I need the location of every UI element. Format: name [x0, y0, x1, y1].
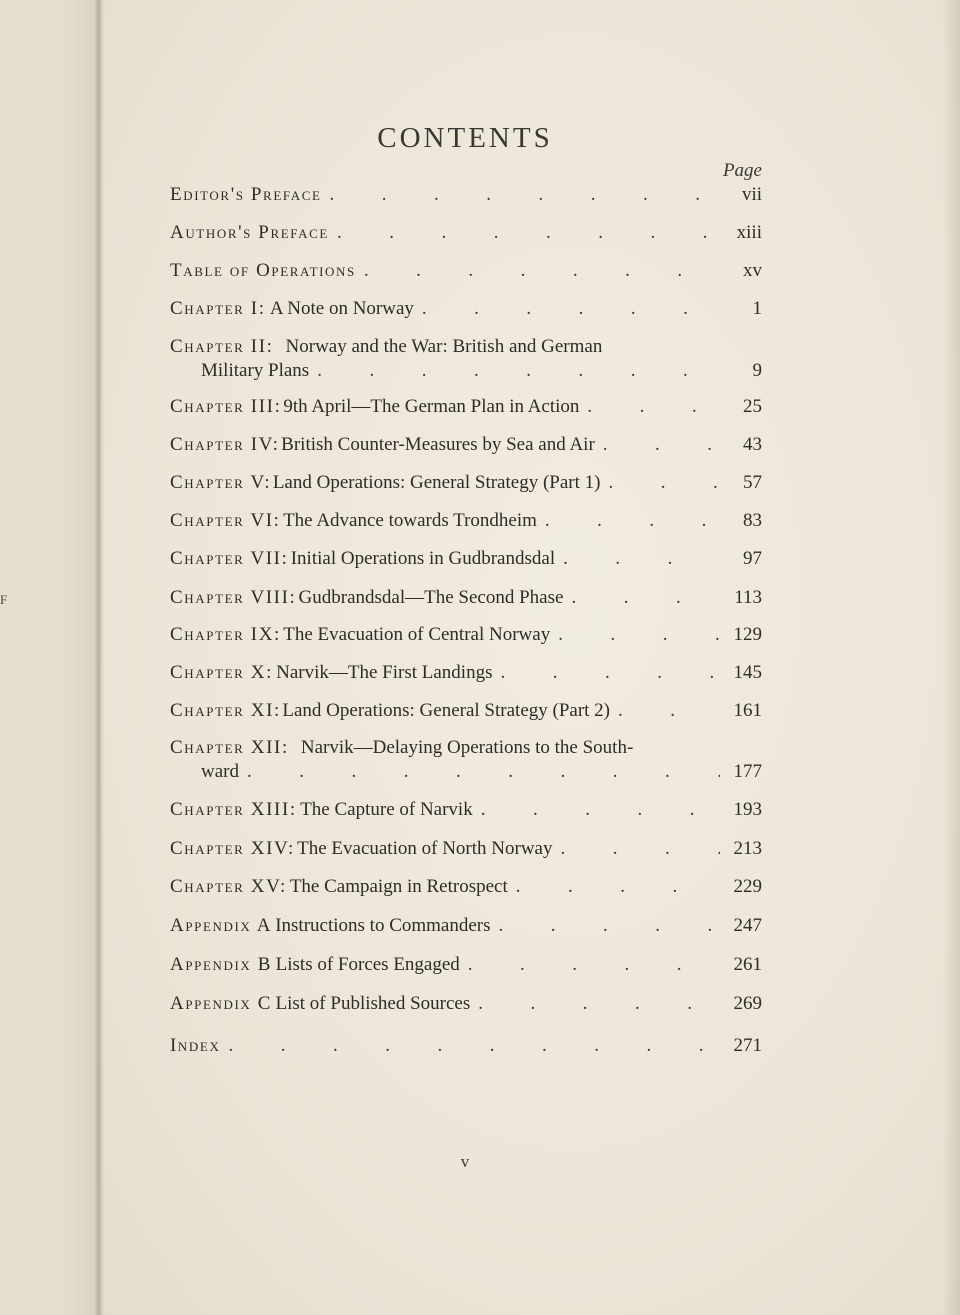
toc-entry-title: A Note on Norway	[269, 298, 414, 319]
toc-entry-label: Appendix B	[170, 954, 273, 975]
page-folio: v	[460, 1152, 470, 1171]
toc-entry-label: Chapter XV:	[170, 876, 287, 897]
toc-entry	[170, 700, 762, 724]
toc-entry-line	[170, 548, 762, 572]
dot-leader	[603, 434, 720, 456]
toc-entry-title-continued: Military Plans	[201, 360, 310, 381]
toc-entry-line	[170, 700, 762, 724]
dot-leader	[364, 260, 720, 282]
toc-entry-title-continued: ward	[201, 761, 239, 782]
toc-entry-label: Chapter III:	[170, 396, 282, 417]
page-column-label: Page	[722, 160, 762, 181]
toc-entry-line	[170, 396, 762, 420]
toc-entry-label: Chapter IV:	[170, 434, 280, 455]
dot-leader	[247, 761, 720, 783]
toc-entry-label: Appendix A	[170, 915, 273, 936]
dot-leader	[422, 298, 720, 320]
toc-entry-title: The Evacuation of Central Norway	[283, 624, 551, 645]
toc-entry-line	[170, 298, 762, 322]
dot-leader	[558, 624, 720, 646]
toc-entry-page: 229	[733, 876, 762, 897]
toc-entry-label: Chapter II:	[170, 336, 274, 357]
toc-entry-title: 9th April—The German Plan in Action	[283, 396, 580, 417]
toc-entry-label: Appendix C	[170, 993, 273, 1014]
dot-leader	[516, 876, 720, 898]
toc-entry-page: 97	[743, 548, 762, 569]
dot-leader	[478, 993, 720, 1015]
dot-leader	[560, 838, 720, 860]
toc-entry-page: 57	[743, 472, 762, 493]
toc-entry	[170, 472, 762, 496]
toc-entry-continuation-line	[170, 761, 762, 785]
toc-entry-title: Gudbrandsdal—The Second Phase	[298, 587, 564, 608]
toc-entry	[170, 737, 762, 785]
toc-entry-line	[170, 510, 762, 534]
toc-entry-line	[170, 876, 762, 900]
dot-leader	[618, 700, 720, 722]
dot-leader	[587, 396, 720, 418]
toc-entry-line	[170, 1035, 762, 1059]
toc-entry	[170, 915, 762, 939]
toc-entry	[170, 993, 762, 1017]
toc-entry	[170, 548, 762, 572]
toc-entry-line	[170, 662, 762, 686]
toc-entry-label: Index	[170, 1035, 221, 1056]
toc-entry-title: Instructions to Commanders	[275, 915, 491, 936]
toc-entry-page: 271	[733, 1035, 762, 1056]
toc-entry-label: Chapter XIII:	[170, 799, 297, 820]
toc-entry-label: Author's Preface	[170, 222, 329, 243]
toc-entry-line	[170, 737, 762, 761]
dot-leader	[499, 915, 720, 937]
dot-leader	[500, 662, 720, 684]
toc-entry-page: 1	[752, 298, 762, 319]
toc-entry-page: 269	[733, 993, 762, 1014]
toc-entry-page: vii	[741, 184, 762, 205]
toc-entry-label: Chapter I:	[170, 298, 266, 319]
toc-entry-label: Table of Operations	[170, 260, 356, 281]
toc-entry-title: Land Operations: General Strategy (Part 2)	[282, 700, 611, 721]
toc-entry	[170, 954, 762, 978]
toc-entry-page: xv	[743, 260, 762, 281]
toc-entry	[170, 184, 762, 208]
dot-leader	[330, 184, 720, 206]
dot-leader	[468, 954, 720, 976]
toc-entry-label: Chapter VII:	[170, 548, 289, 569]
toc-entry-page: 193	[733, 799, 762, 820]
toc-entry-title: The Capture of Narvik	[300, 799, 473, 820]
dot-leader	[481, 799, 720, 821]
toc-entry-line	[170, 587, 762, 611]
dot-leader	[317, 360, 720, 382]
toc-entry-label: Chapter XII:	[170, 737, 289, 758]
toc-entry-title: Lists of Forces Engaged	[275, 954, 460, 975]
toc-entry-title: Narvik—The First Landings	[276, 662, 493, 683]
dot-leader	[545, 510, 720, 532]
toc-entry-page: 161	[733, 700, 762, 721]
toc-entry	[170, 336, 762, 384]
toc-entry-page: 25	[743, 396, 762, 417]
toc-entry	[170, 838, 762, 862]
toc-entry-line	[170, 799, 762, 823]
toc-entry-page: 247	[733, 915, 762, 936]
toc-entry-label: Chapter V:	[170, 472, 272, 493]
toc-entry-page: 113	[734, 587, 762, 608]
left-page-mark: F	[0, 592, 8, 607]
toc-entry-label: Chapter VI:	[170, 510, 281, 531]
toc-entry-label: Editor's Preface	[170, 184, 322, 205]
toc-entry	[170, 434, 762, 458]
toc-entry-line	[170, 993, 762, 1017]
toc-entry-title: Land Operations: General Strategy (Part 1)	[272, 472, 601, 493]
toc-entry-line	[170, 222, 762, 246]
toc-entry-page: 145	[733, 662, 762, 683]
toc-entry-title: The Evacuation of North Norway	[297, 838, 553, 859]
dot-leader	[563, 548, 720, 570]
toc-entry	[170, 260, 762, 284]
toc-entry-label: Chapter XI:	[170, 700, 281, 721]
page-title: CONTENTS	[377, 122, 553, 154]
toc-entry-page: 213	[733, 838, 762, 859]
toc-entry-title: The Campaign in Retrospect	[289, 876, 508, 897]
toc-entry	[170, 222, 762, 246]
toc-entry	[170, 799, 762, 823]
toc-entry-label: Chapter X:	[170, 662, 273, 683]
toc-entry-page: 129	[733, 624, 762, 645]
toc-entry-title: List of Published Sources	[275, 993, 471, 1014]
toc-entry-line	[170, 434, 762, 458]
toc-entry-line	[170, 260, 762, 284]
toc-entry-page: 261	[733, 954, 762, 975]
toc-entry-label: Chapter XIV:	[170, 838, 295, 859]
toc-entry-line	[170, 472, 762, 496]
toc-entry-page: 177	[733, 761, 762, 782]
toc-entry	[170, 662, 762, 686]
toc-entry-title: British Counter-Measures by Sea and Air	[281, 434, 595, 455]
toc-entry-page: 9	[752, 360, 762, 381]
toc-entry-title: The Advance towards Trondheim	[283, 510, 537, 531]
toc-entry	[170, 1035, 762, 1059]
toc-entry	[170, 510, 762, 534]
toc-entry-line	[170, 624, 762, 648]
toc-entry-page: xiii	[736, 222, 762, 243]
dot-leader	[571, 587, 720, 609]
toc-entry-line	[170, 336, 762, 360]
dot-leader	[608, 472, 720, 494]
toc-entry	[170, 298, 762, 322]
toc-entry-label: Chapter VIII:	[170, 587, 297, 608]
toc-entry-page: 83	[743, 510, 762, 531]
toc-entry-page: 43	[743, 434, 762, 455]
toc-entry-line	[170, 184, 762, 208]
dot-leader	[228, 1035, 720, 1057]
toc-entry-title: Narvik—Delaying Operations to the South-	[300, 737, 634, 758]
toc-entry-title: Initial Operations in Gudbrandsdal	[290, 548, 556, 569]
toc-entry-line	[170, 915, 762, 939]
toc-entry	[170, 876, 762, 900]
toc-entry-line	[170, 954, 762, 978]
toc-entry-continuation-line	[170, 360, 762, 384]
toc-entry-label: Chapter IX:	[170, 624, 281, 645]
toc-entry	[170, 624, 762, 648]
toc-entry-line	[170, 838, 762, 862]
toc-entry	[170, 396, 762, 420]
dot-leader	[337, 222, 720, 244]
toc-entry	[170, 587, 762, 611]
toc-entry-title: Norway and the War: British and German	[285, 336, 603, 357]
